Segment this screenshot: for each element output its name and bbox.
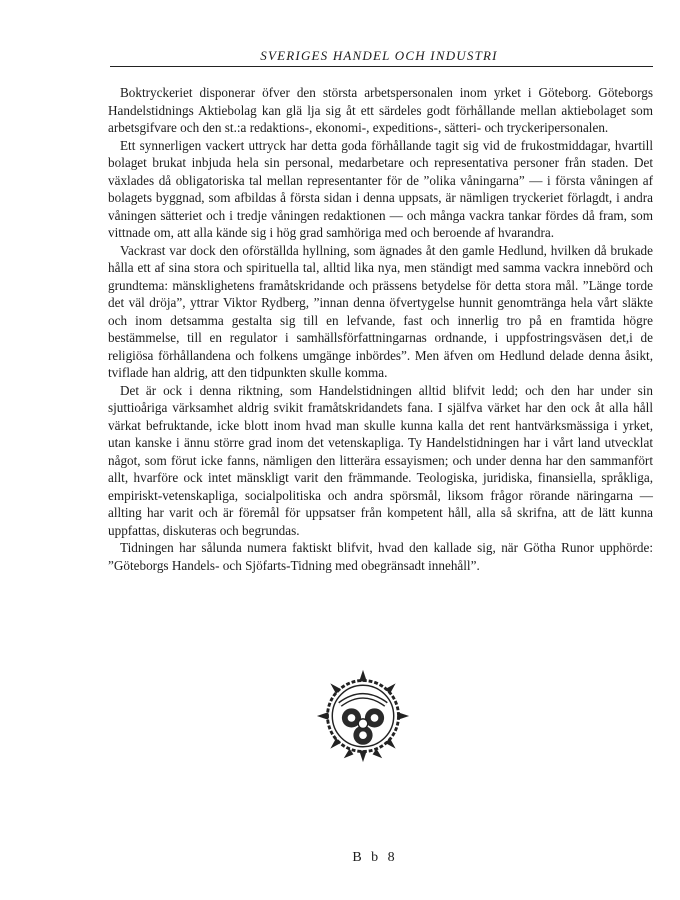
paragraph-3: Vackrast var dock den oförställda hyllning, som ägnades åt den gamle Hedlund, hvilken då brukade hålla ett af sina stora och spirituella tal, alltid lika nya, men ständigt med samma vackra innebörd och grundtema: mänsklighetens framåtskridande och prässens betydelse för detta stora mål. ”Länge torde det väl dröja”, yttrar Viktor Rydberg, ”innan denna öfvertygelse hunnit genomtränga hela vårt släkte och inom detsamma gestalta sig till en lefvande, fast och innerlig tro på en framtida högre bestämmelse, till en regulator i samhällsförfattningarnas ordnande, i uppfostringsväsen det,i de religiösa förhållandena och folkens umgänge inbördes”. Men äfven om Hedlund delade denna åsikt, tviflade han aldrig, att den tidpunkten skulle komma.: [108, 242, 653, 380]
body-text: [108, 84, 653, 574]
page-header: SVERIGES HANDEL OCH INDUSTRI: [260, 48, 498, 63]
paragraph-5: Tidningen har sålunda numera faktiskt blifvit, hvad den kallade sig, när Götha Runor upphörde: ”Göteborgs Handels- och Sjöfarts-Tidning med obegränsadt innehåll”.: [108, 540, 653, 573]
ornament-emblem-icon: [315, 668, 411, 764]
paragraph-4: Det är ock i denna riktning, som Handelstidningen alltid blifvit ledd; och den har under sin sjuttioåriga värksamhet aldrig svikit framåtskridandets fana. I själfva värket har den ock åt alla håll värkat befruktande, icke blott inom hvad man skulle kunna kalla det rent hantvärksmässiga i yrket, utan kanske i ännu större grad inom det vetenskapliga. Ty Handelstidningen har i vårt land utvecklat något, som förut icke fanns, nämligen den litterära essayismen; och under denna har den sammanfört allt, hvarföre ock intet mänskligt varit den främmande. Teologiska, juridiska, finansiella, språkliga, empiriskt-vetenskapliga, socialpolitiska och andra spörsmål, liksom frågor rörande näringarna — allting har varit och är föremål för uppsatser från kompetent håll, alla så skrifna, att de lätt kunna uppfattas, diskuteras och begrundas.: [108, 382, 653, 538]
paragraph-2: Ett synnerligen vackert uttryck har detta goda förhållande tagit sig vid de frukostmiddagar, hvartill bolaget brukat inbjuda hela sin personal, medarbetare och representativa personer från staden. Det växlades då obligatoriska tal mellan representanter för de ”olika våningarna” — i första våningen af bolagets byggnad, som afbildas å första sidan i denna uppsats, är nämligen tryckeriet förlagdt, i andra våningen sätteriet och i tredje våningen redaktionen — och många vackra tankar fördes då fram, som vittnade om, att alla kände sig i hög grad samhöriga med och beroende af hvarandra.: [108, 137, 653, 240]
header-rule: [110, 66, 653, 67]
page-signature: B b 8: [352, 850, 398, 865]
paragraph-1: Boktryckeriet disponerar öfver den största arbetspersonalen inom yrket i Göteborg. Göteborgs Handelstidnings Aktiebolag kan glä lja sig åt ett särdeles godt förhållande mellan aktiebolaget som arbetsgifvare och den st.:a redaktions-, ekonomi-, expeditions-, sätteri- och tryckeripersonalen.: [108, 85, 653, 135]
